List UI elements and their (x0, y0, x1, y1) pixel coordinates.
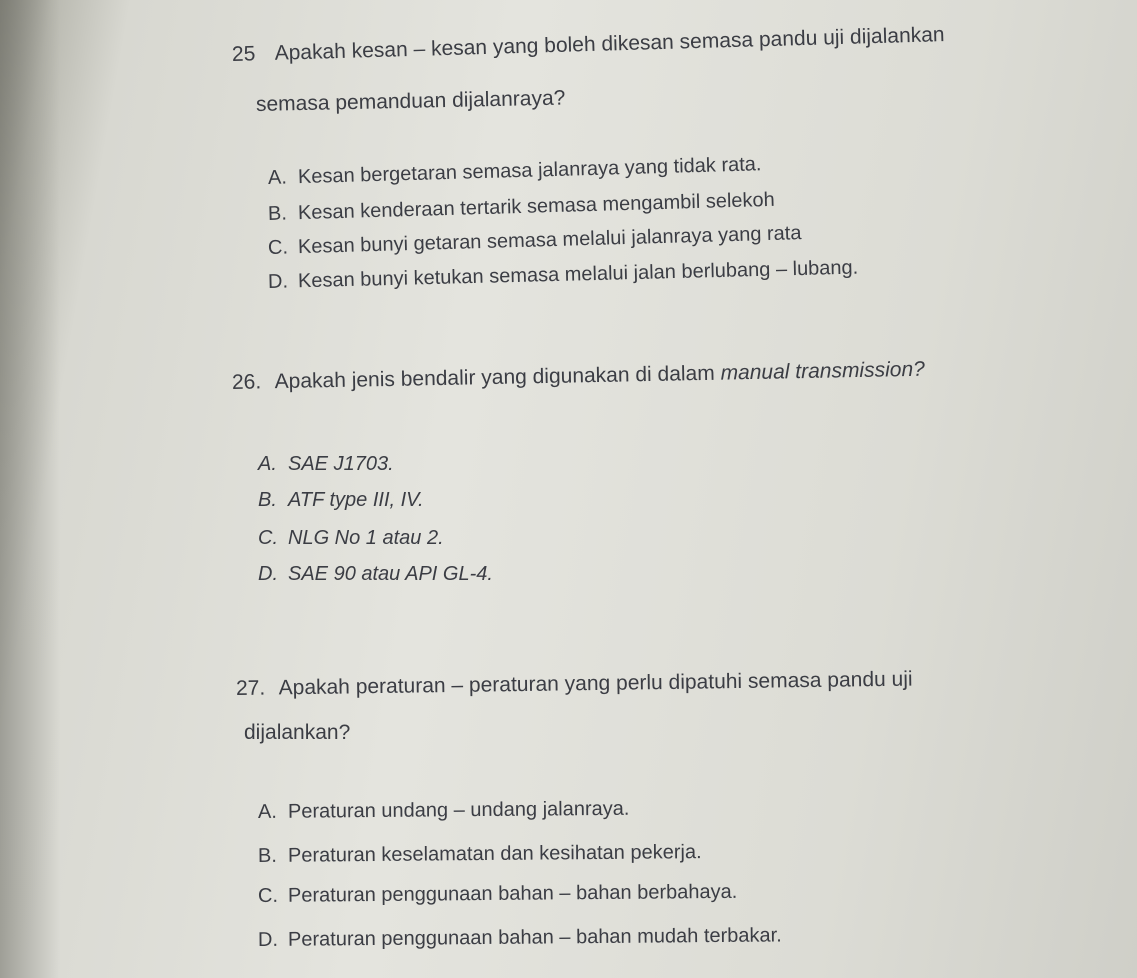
option-letter: C. (257, 884, 279, 907)
option-text: ATF type III, IV. (288, 489, 424, 511)
q27-option-c (258, 880, 737, 908)
option-text: Kesan bergetaran semasa jalanraya yang tidak rata. (297, 153, 762, 189)
q27-option-d (258, 923, 782, 952)
option-letter: A. (257, 800, 278, 823)
q26-option-b (258, 488, 424, 512)
question-text: dijalankan? (244, 721, 351, 744)
question-text: Apakah kesan – kesan yang boleh dikesan semasa pandu uji dijalankan (274, 23, 945, 65)
q25-option-d (268, 256, 859, 294)
question-27-line1 (236, 667, 913, 702)
option-text: SAE J1703. (288, 453, 394, 475)
question-25-line1 (232, 22, 945, 68)
option-text: Kesan kenderaan tertarik semasa mengambil selekoh (297, 188, 776, 225)
option-text: Peraturan keselamatan dan kesihatan pekerja. (287, 841, 702, 867)
option-letter: A. (258, 453, 277, 475)
q25-option-b (268, 188, 775, 226)
option-text: NLG No 1 atau 2. (288, 527, 444, 549)
option-text: Peraturan undang – undang jalanraya. (287, 797, 630, 823)
option-letter: D. (258, 563, 278, 585)
question-number: 27. (235, 676, 266, 700)
question-26 (232, 357, 925, 396)
option-letter: B. (258, 489, 277, 511)
option-text: Peraturan penggunaan bahan – bahan mudah terbakar. (287, 924, 782, 951)
q26-option-d (258, 562, 493, 586)
q27-option-b (258, 840, 702, 868)
q27-option-a (258, 797, 630, 824)
q26-option-c (258, 526, 444, 550)
question-text: Apakah peraturan – peraturan yang perlu dipatuhi semasa pandu uji (278, 667, 913, 700)
q26-option-a (258, 452, 394, 476)
option-text: Peraturan penggunaan bahan – bahan berbahaya. (287, 880, 738, 907)
option-text: Kesan bunyi ketukan semasa melalui jalan berlubang – lubang. (297, 256, 859, 293)
option-letter: A. (267, 166, 288, 189)
page-shadow (0, 0, 60, 978)
question-25-line2 (256, 86, 566, 118)
option-letter: B. (257, 844, 278, 867)
option-text: SAE 90 atau API GL-4. (288, 563, 493, 585)
option-letter: B. (267, 202, 288, 225)
question-27-line2 (244, 720, 350, 746)
question-text-italic: manual transmission? (720, 357, 926, 385)
option-letter: C. (258, 527, 278, 549)
option-letter: D. (267, 270, 289, 293)
option-text: Kesan bunyi getaran semasa melalui jalanraya yang rata (297, 222, 802, 259)
question-text: semasa pemanduan dijalanraya? (255, 86, 566, 116)
option-letter: C. (267, 236, 289, 259)
q25-option-a (268, 152, 762, 190)
option-letter: D. (257, 928, 279, 951)
question-number: 25 (231, 42, 256, 66)
question-text: Apakah jenis bendalir yang digunakan di dalam (274, 361, 715, 394)
question-number: 26. (231, 370, 262, 394)
q25-option-c (268, 221, 802, 260)
